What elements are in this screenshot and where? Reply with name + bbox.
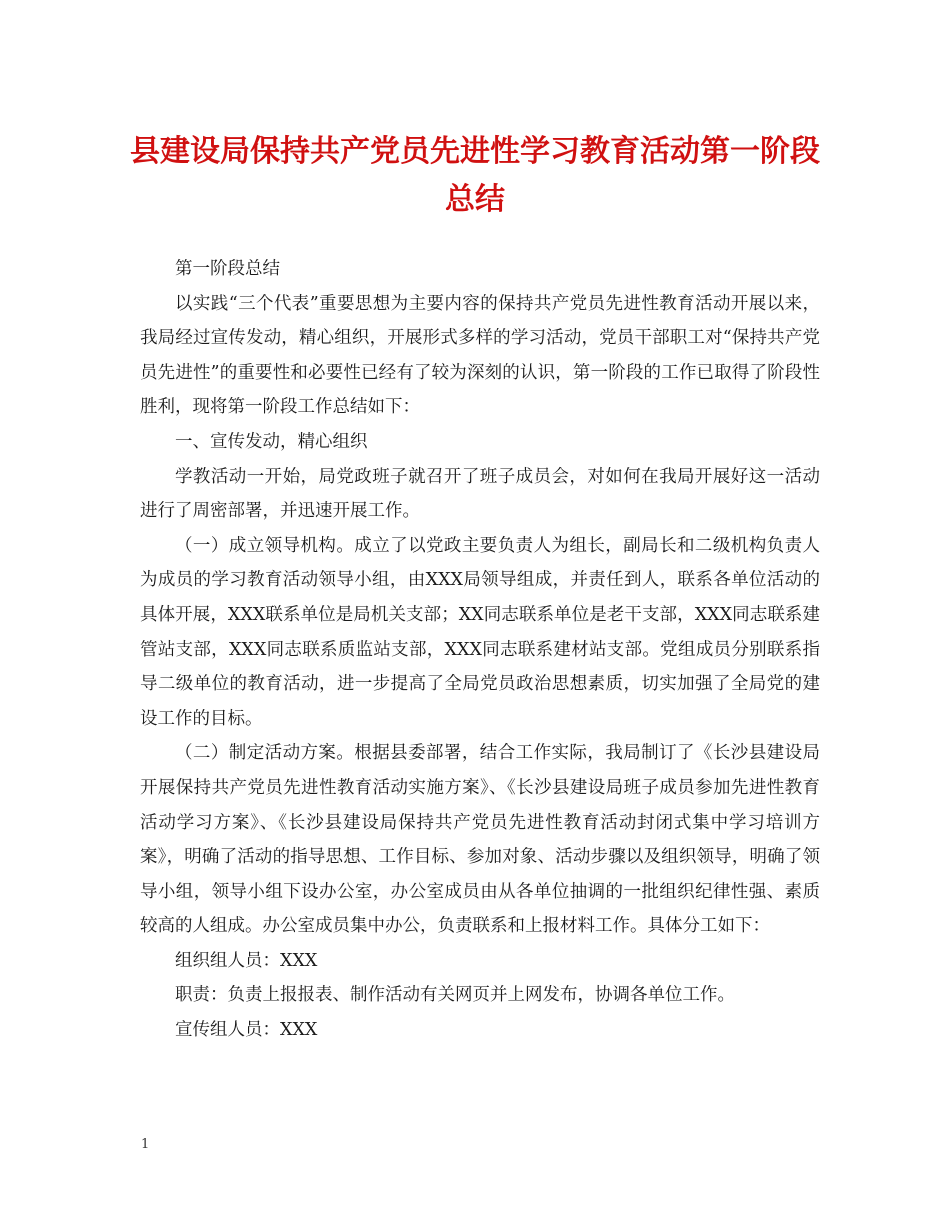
paragraph: （一）成立领导机构。成立了以党政主要负责人为组长，副局长和二级机构负责人为成员的学习教育活动领导小组，由XXX局领导组成，并责任到人，联系各单位活动的具体开展，XXX联系单位是局机关支部；XX同志联系单位是老干支部，XXX同志联系建管站支部，XXX同志联系质监站支部，XXX同志联系建材站支部。党组成员分别联系指导二级单位的教育活动，进一步提高了全局党员政治思想素质，切实加强了全局党的建设工作的目标。 — [140, 535, 820, 729]
paragraph: 职责：负责上报报表、制作活动有关网页并上网发布，协调各单位工作。 — [175, 985, 735, 1006]
paragraph: 学教活动一开始，局党政班子就召开了班子成员会，对如何在我局开展好这一活动进行了周密部署，并迅速开展工作。 — [140, 466, 820, 522]
document-title: 县建设局保持共产党员先进性学习教育活动第一阶段总结 — [130, 134, 820, 217]
document-body — [140, 252, 820, 1048]
paragraph: 宣传组人员：XXX — [175, 1020, 318, 1041]
section-heading: 一、宣传发动，精心组织 — [175, 431, 368, 452]
paragraph: （二）制定活动方案。根据县委部署，结合工作实际，我局制订了《长沙县建设局开展保持共产党员先进性教育活动实施方案》、《长沙县建设局班子成员参加先进性教育活动学习方案》、《长沙县建设局保持共产党员先进性教育活动封闭式集中学习培训方案》，明确了活动的指导思想、工作目标、参加对象、活动步骤以及组织领导，明确了领导小组，领导小组下设办公室，办公室成员由从各单位抽调的一批组织纪律性强、素质较高的人组成。办公室成员集中办公，负责联系和上报材料工作。具体分工如下： — [140, 743, 820, 937]
paragraph: 组织组人员：XXX — [175, 950, 318, 971]
paragraph: 以实践“三个代表”重要思想为主要内容的保持共产党员先进性教育活动开展以来，我局经过宣传发动，精心组织，开展形式多样的学习活动，党员干部职工对“保持共产党员先进性”的重要性和必要性已经有了较为深刻的认识，第一阶段的工作已取得了阶段性胜利，现将第一阶段工作总结如下： — [140, 293, 820, 418]
page-number: 1 — [141, 1137, 150, 1152]
section-heading: 第一阶段总结 — [175, 259, 280, 279]
